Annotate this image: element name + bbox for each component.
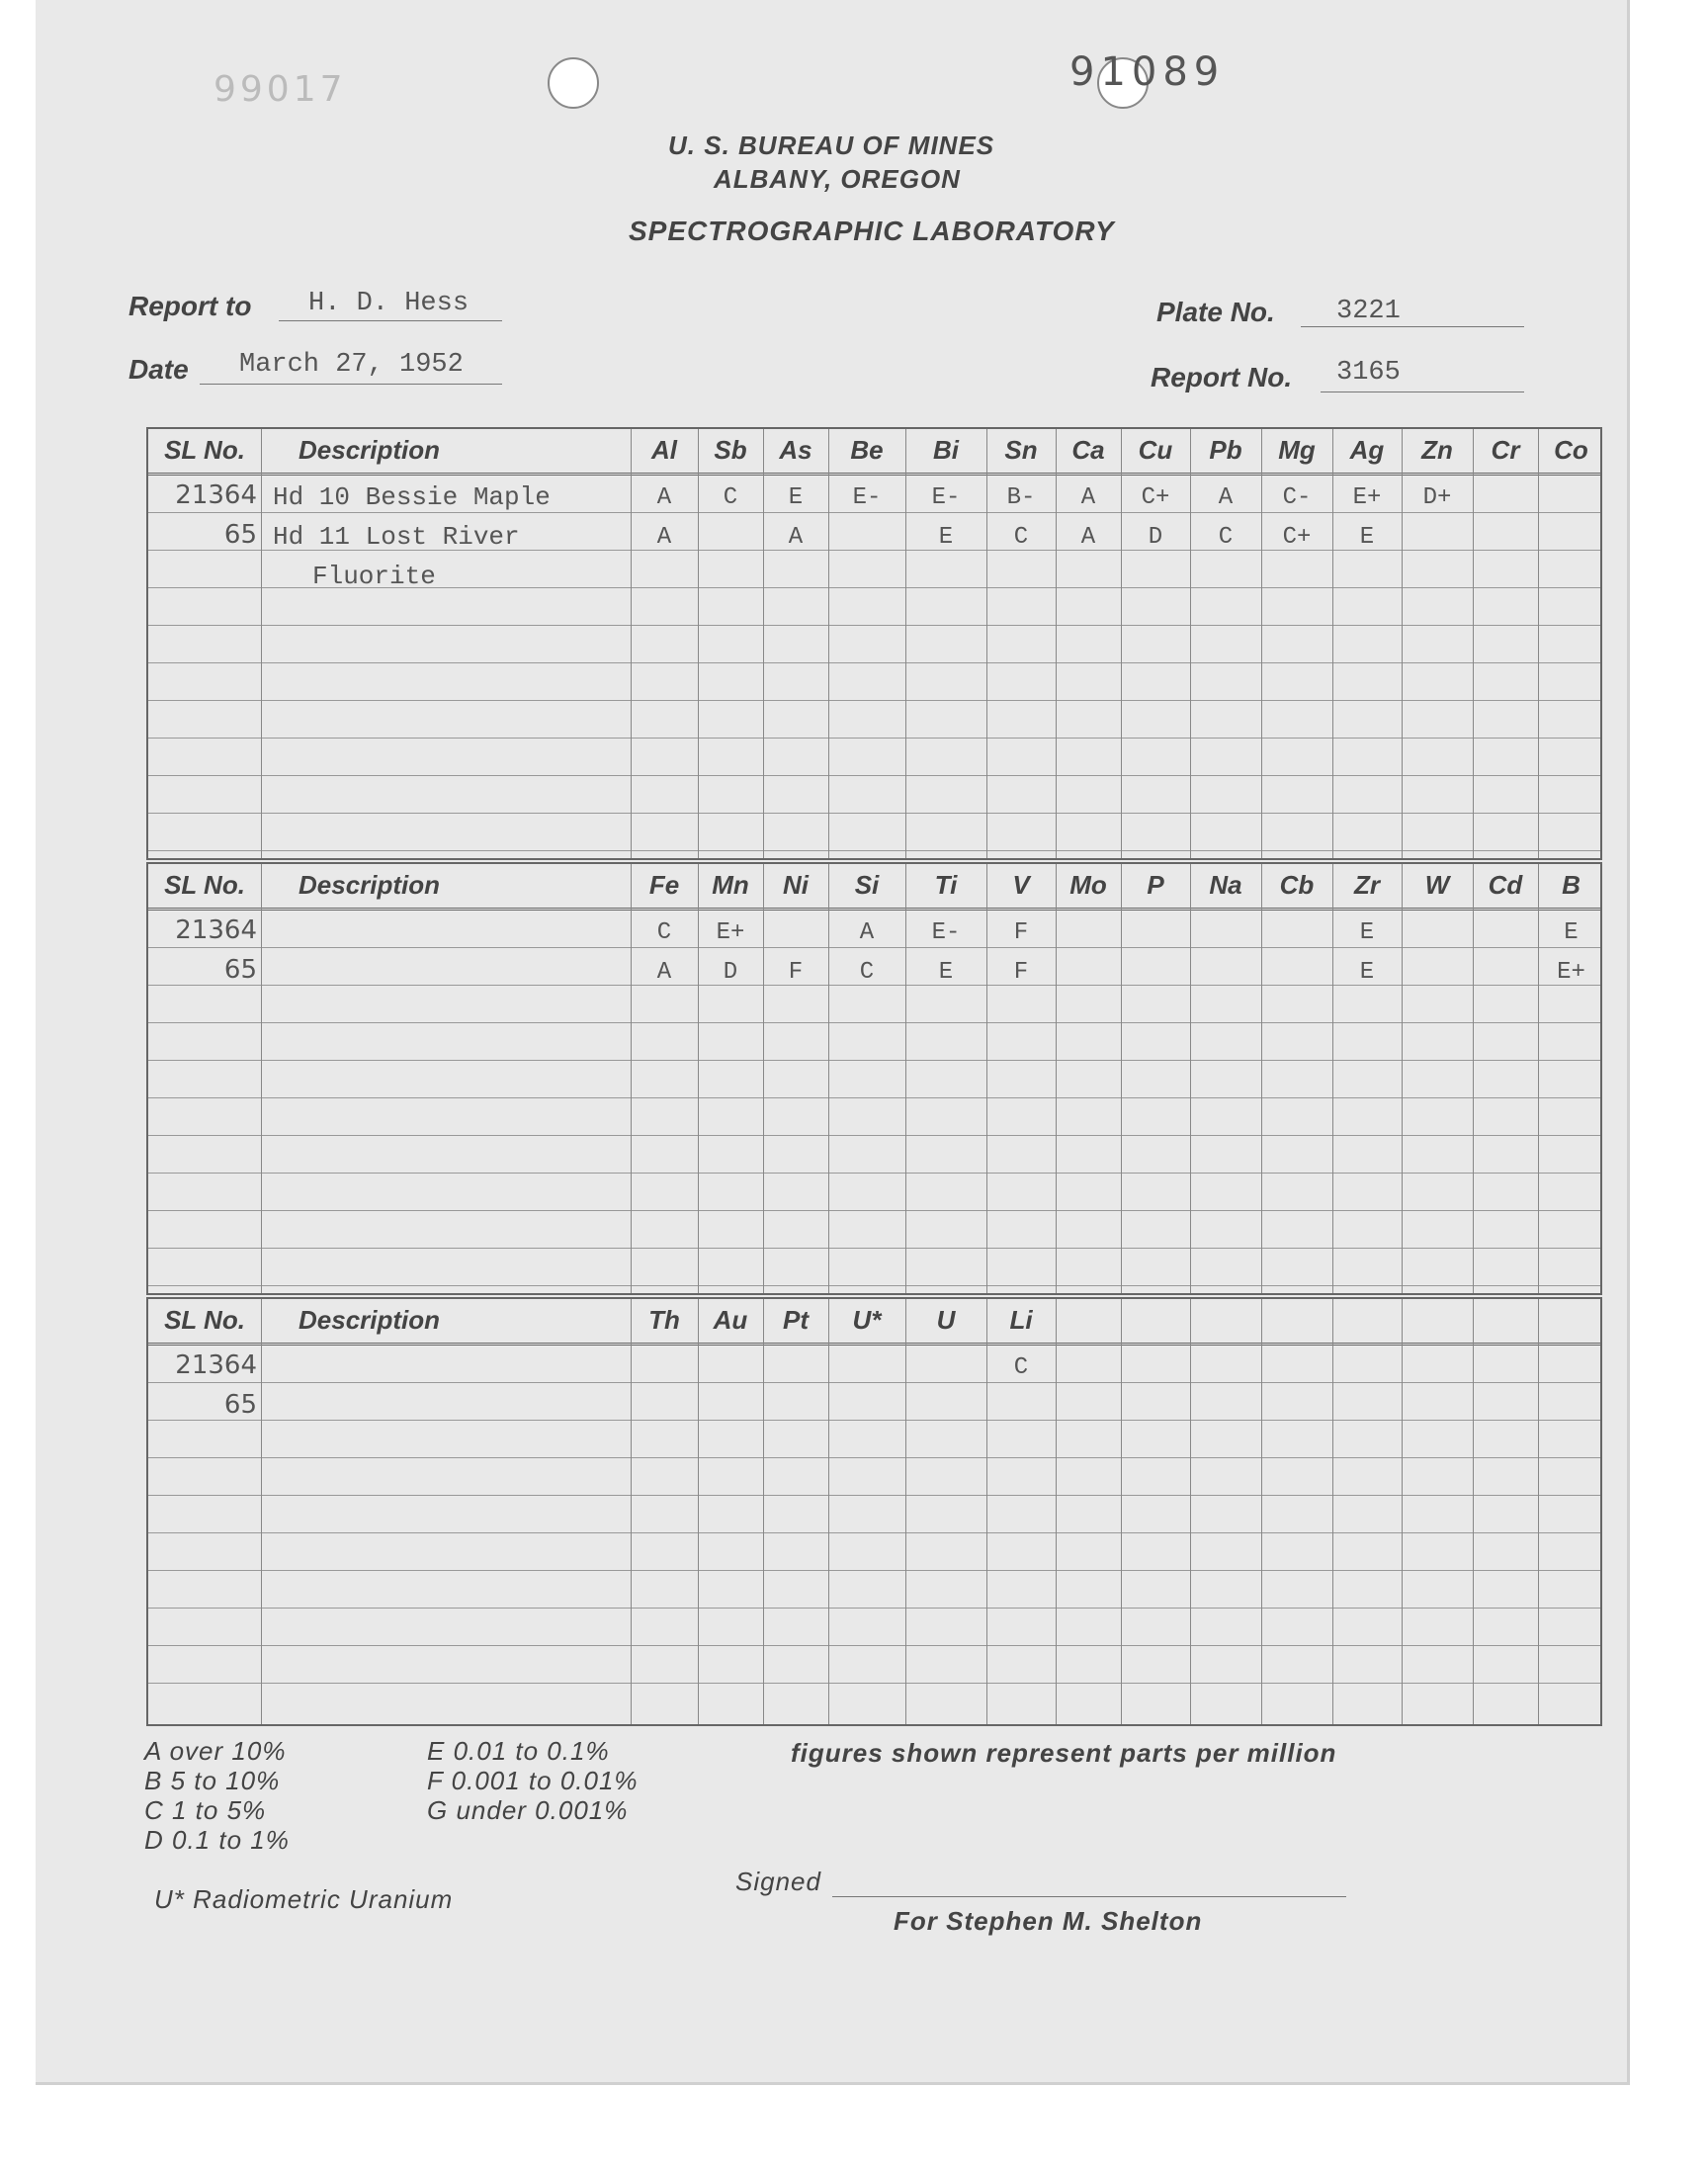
column-header-element: Zr	[1354, 870, 1380, 900]
column-header-element: Mg	[1278, 435, 1316, 465]
column-header-element: Cr	[1491, 435, 1520, 465]
element-value: E	[938, 524, 954, 551]
column-header-element: B	[1562, 870, 1580, 900]
column-header-element: Sn	[1004, 435, 1038, 465]
legend-c: C 1 to 5%	[144, 1795, 267, 1825]
legend-b: B 5 to 10%	[144, 1766, 281, 1795]
element-value: C	[1218, 524, 1234, 551]
column-header-element: U	[936, 1305, 956, 1335]
element-value: E	[1564, 919, 1579, 946]
column-header-element: Al	[651, 435, 677, 465]
sample-description-line2: Fluorite	[312, 562, 436, 591]
element-value: C	[1013, 524, 1029, 551]
element-value: A	[788, 524, 804, 551]
sample-number: 65	[223, 520, 257, 550]
element-value: E	[938, 959, 954, 986]
signed-for: For Stephen M. Shelton	[894, 1906, 1203, 1936]
column-header-element: Cd	[1488, 870, 1523, 900]
plate-no-label: Plate No.	[1156, 297, 1275, 327]
column-header-element: Pb	[1209, 435, 1242, 465]
column-header-element: Bi	[933, 435, 959, 465]
element-value: E-	[931, 484, 961, 511]
column-header-element: Mn	[712, 870, 749, 900]
punch-hole-left	[548, 57, 599, 109]
analysis-table-2	[146, 862, 1602, 1295]
element-value: E-	[931, 919, 961, 946]
stamp-number-right: 91089	[1069, 49, 1226, 95]
legend-a: A over 10%	[144, 1736, 287, 1766]
column-header-description: Description	[299, 435, 441, 465]
element-value: E	[1359, 919, 1375, 946]
element-value: C	[1013, 1354, 1029, 1381]
column-header-element: Be	[850, 435, 884, 465]
sample-number: 21364	[175, 480, 257, 510]
legend-e: E 0.01 to 0.1%	[427, 1736, 610, 1766]
column-header-element: Ti	[934, 870, 958, 900]
sample-number: 21364	[175, 915, 257, 945]
report-no-value: 3165	[1336, 358, 1401, 388]
sample-number: 65	[223, 1390, 257, 1420]
date-label: Date	[128, 354, 189, 385]
analysis-table-1	[146, 427, 1602, 860]
plate-no-value: 3221	[1336, 297, 1401, 326]
element-value: F	[1013, 919, 1029, 946]
element-value: E+	[1557, 959, 1585, 986]
column-header-element: Cu	[1138, 435, 1173, 465]
column-header-element: Li	[1009, 1305, 1033, 1335]
element-value: C+	[1141, 484, 1170, 511]
column-header-sl-no: SL No.	[164, 870, 245, 900]
legend-f: F 0.001 to 0.01%	[427, 1766, 639, 1795]
report-no-label: Report No.	[1151, 362, 1293, 392]
column-header-element: Zn	[1421, 435, 1453, 465]
column-header-element: Ni	[783, 870, 809, 900]
column-header-element: Ca	[1071, 435, 1105, 465]
column-header-element: U*	[852, 1305, 882, 1335]
element-value: E-	[852, 484, 882, 511]
element-value: B-	[1006, 484, 1036, 511]
element-value: D	[1148, 524, 1163, 551]
column-header-element: P	[1147, 870, 1164, 900]
column-header-element: W	[1424, 870, 1450, 900]
element-value: C+	[1282, 524, 1312, 551]
element-value: C-	[1282, 484, 1312, 511]
element-value: E+	[716, 919, 745, 946]
element-value: A	[656, 959, 672, 986]
sample-description: Hd 10 Bessie Maple	[273, 482, 551, 512]
column-header-element: Ag	[1349, 435, 1385, 465]
column-header-description: Description	[299, 870, 441, 900]
column-header-element: As	[779, 435, 812, 465]
column-header-element: Co	[1554, 435, 1588, 465]
column-header-element: Th	[648, 1305, 680, 1335]
element-value: F	[788, 959, 804, 986]
sample-description: Hd 11 Lost River	[273, 522, 520, 552]
element-value: A	[859, 919, 875, 946]
element-value: D+	[1422, 484, 1452, 511]
element-value: E	[1359, 524, 1375, 551]
column-header-element: Si	[854, 870, 880, 900]
sample-number: 21364	[175, 1350, 257, 1380]
report-sheet	[36, 0, 1630, 2085]
legend-g: G under 0.001%	[427, 1795, 629, 1825]
element-value: A	[1080, 524, 1096, 551]
element-value: E	[1359, 959, 1375, 986]
analysis-table-3	[146, 1297, 1602, 1726]
column-header-element: Pt	[783, 1305, 809, 1335]
column-header-element: Mo	[1069, 870, 1107, 900]
column-header-element: Na	[1209, 870, 1242, 900]
report-to-label: Report to	[128, 291, 252, 321]
sample-number: 65	[223, 955, 257, 985]
column-header-sl-no: SL No.	[164, 1305, 245, 1335]
element-value: C	[859, 959, 875, 986]
element-value: E	[788, 484, 804, 511]
legend-ppm-note: figures shown represent parts per million	[791, 1738, 1337, 1768]
stamp-number-left: 99017	[214, 69, 347, 110]
column-header-element: V	[1012, 870, 1030, 900]
column-header-description: Description	[299, 1305, 441, 1335]
column-header-element: Au	[713, 1305, 748, 1335]
column-header-sl-no: SL No.	[164, 435, 245, 465]
report-to-value: H. D. Hess	[308, 289, 470, 318]
lab-name: SPECTROGRAPHIC LABORATORY	[629, 216, 1115, 246]
agency-location: ALBANY, OREGON	[714, 164, 961, 194]
column-header-element: Fe	[648, 870, 680, 900]
signed-label: Signed	[735, 1867, 821, 1896]
element-value: A	[656, 524, 672, 551]
column-header-element: Cb	[1279, 870, 1315, 900]
element-value: C	[656, 919, 672, 946]
element-value: E+	[1352, 484, 1382, 511]
element-value: A	[1218, 484, 1234, 511]
element-value: A	[1080, 484, 1096, 511]
element-value: F	[1013, 959, 1029, 986]
element-value: D	[723, 959, 738, 986]
date-value: March 27, 1952	[239, 350, 464, 380]
legend-d: D 0.1 to 1%	[144, 1825, 290, 1855]
column-header-element: Sb	[714, 435, 747, 465]
agency-name: U. S. BUREAU OF MINES	[668, 130, 995, 160]
element-value: C	[723, 484, 738, 511]
element-value: A	[656, 484, 672, 511]
legend-radiometric-uranium: U* Radiometric Uranium	[154, 1884, 454, 1914]
